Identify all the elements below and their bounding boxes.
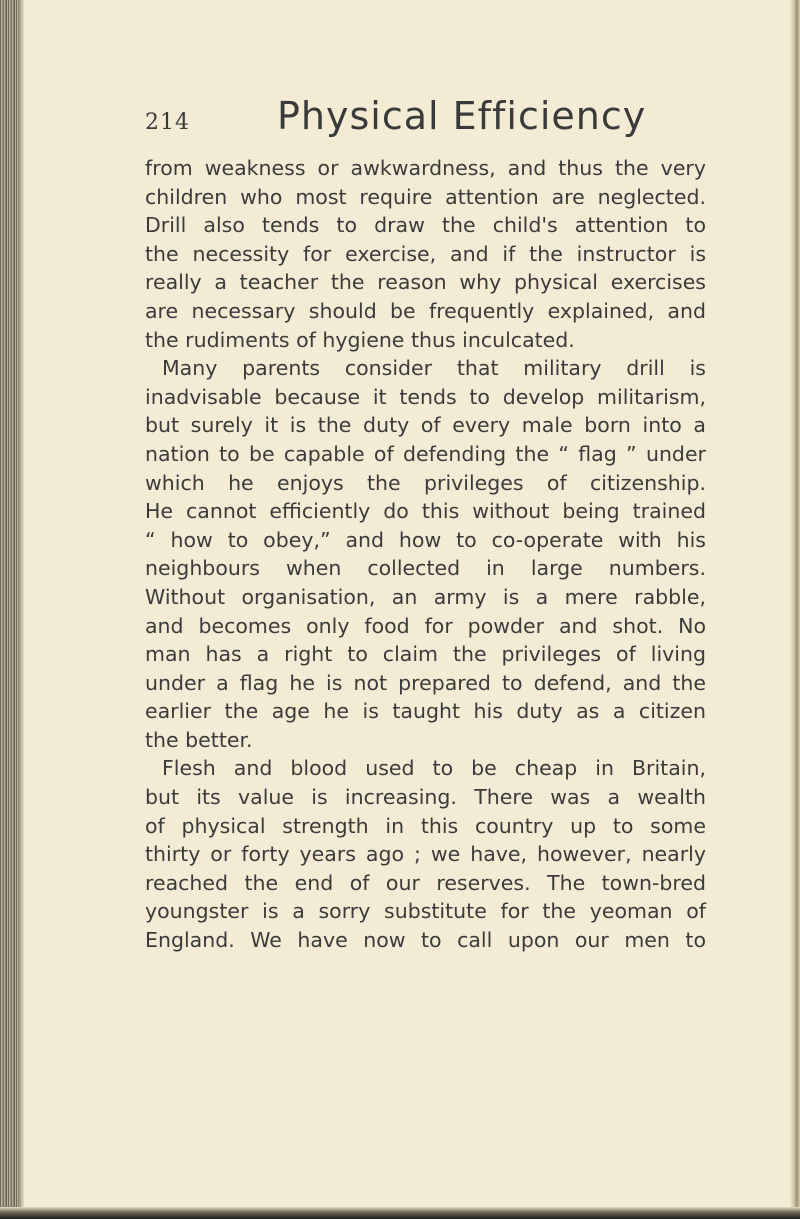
page-number: 214 (145, 110, 190, 135)
text-line: which he enjoys the privileges of citizenship. (145, 470, 706, 495)
text-line: Without organisation, an army is a mere rabble, (145, 584, 706, 609)
text-line: really a teacher the reason why physical exercises (145, 270, 706, 295)
text-line: inadvisable because it tends to develop militarism, (145, 384, 706, 409)
text-line: Many parents consider that military drill is (162, 356, 706, 381)
text-line: thirty or forty years ago ; we have, however, nearly (145, 842, 706, 867)
text-line: the necessity for exercise, and if the instructor is (145, 241, 706, 266)
text-line: reached the end of our reserves. The town-bred (145, 870, 706, 895)
text-line: from weakness or awkwardness, and thus the very (145, 156, 706, 180)
text-line: and becomes only food for powder and shot. No (145, 613, 706, 638)
text-line: “ how to obey,” and how to co-operate with his (145, 527, 706, 552)
body-text (145, 154, 706, 955)
text-line: nation to be capable of defending the “ flag ” under (145, 441, 706, 466)
page-right-edge (790, 0, 800, 1219)
text-line: earlier the age he is taught his duty as a citizen (145, 699, 706, 724)
text-line: the better. (145, 727, 253, 752)
text-line: He cannot efficiently do this without being trained (145, 499, 706, 524)
page-bottom-edge (0, 1207, 800, 1219)
book-binding (0, 0, 20, 1219)
text-line: Flesh and blood used to be cheap in Britain, (162, 756, 706, 781)
text-line: neighbours when collected in large numbers. (145, 556, 706, 581)
text-line: the rudiments of hygiene thus inculcated. (145, 327, 575, 352)
page-header (145, 94, 665, 144)
text-line: England. We have now to call upon our men to (145, 928, 706, 953)
text-line: children who most require attention are neglected. (145, 184, 706, 209)
binding-shadow (18, 0, 24, 1219)
text-line: but its value is increasing. There was a wealth (145, 785, 706, 810)
text-line: of physical strength in this country up to some (145, 813, 706, 838)
text-line: but surely it is the duty of every male born into a (145, 413, 706, 438)
text-line: man has a right to claim the privileges of living (145, 642, 706, 667)
text-line: are necessary should be frequently explained, and (145, 298, 706, 323)
text-line: youngster is a sorry substitute for the yeoman of (145, 899, 706, 924)
text-line: Drill also tends to draw the child's attention to (145, 213, 706, 238)
text-line: under a flag he is not prepared to defend, and the (145, 670, 706, 695)
running-title: Physical Efficiency (277, 94, 647, 138)
